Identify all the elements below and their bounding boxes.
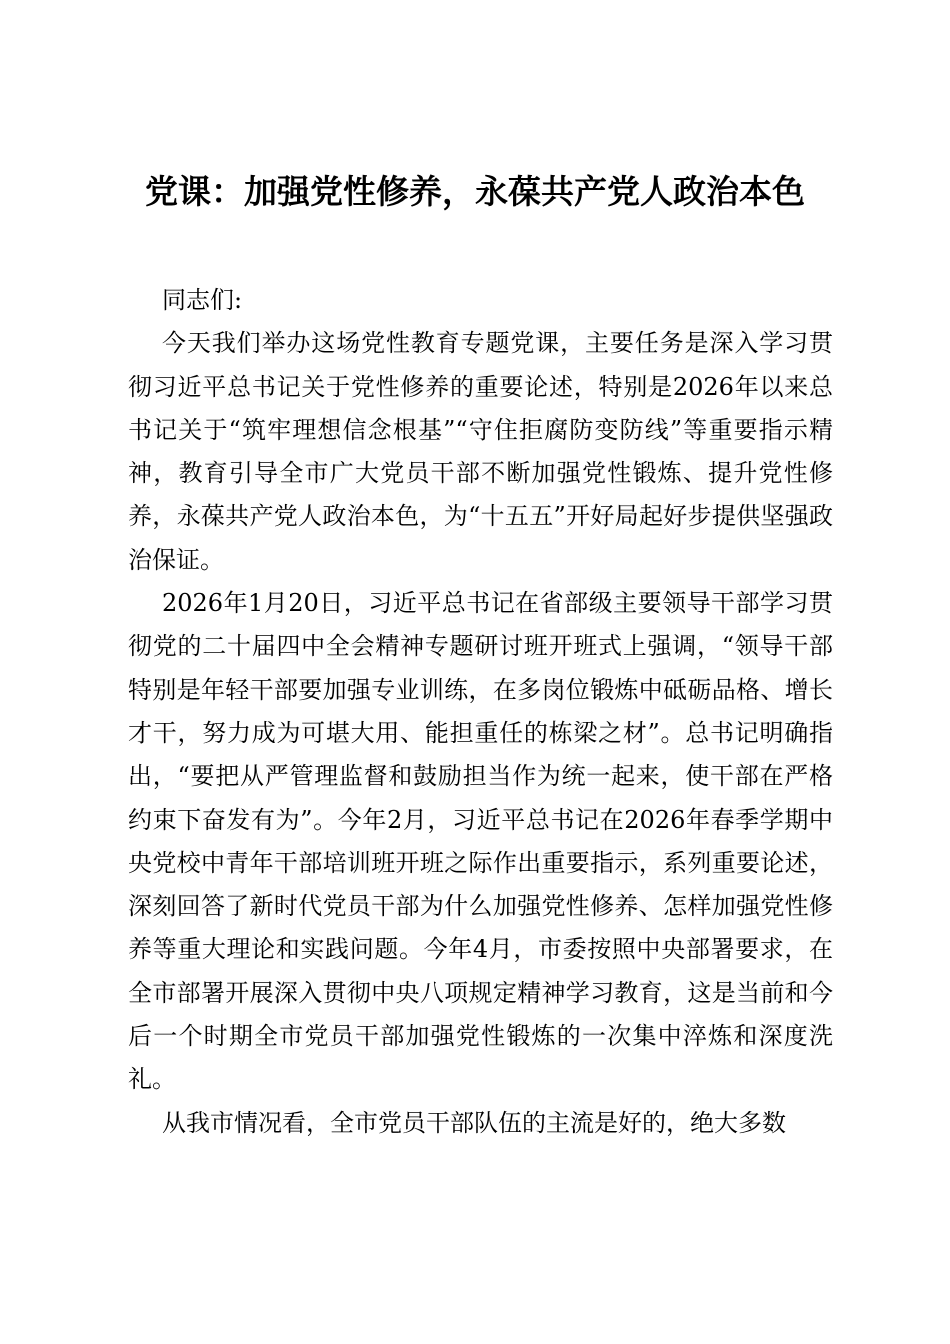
document-body bbox=[128, 279, 833, 1145]
paragraph-intro: 今天我们举办这场党性教育专题党课，主要任务是深入学习贯彻习近平总书记关于党性修养的重要论述，特别是2026年以来总书记关于“筑牢理想信念根基”“守住拒腐防变防线”等重要指示精神，教育引导全市广大党员干部不断加强党性锻炼、提升党性修养，永葆共产党人政治本色，为“十五五”开好局起好步提供坚强政治保证。 bbox=[128, 329, 833, 574]
salutation: 同志们: bbox=[162, 286, 243, 314]
paragraph-situation: 从我市情况看，全市党员干部队伍的主流是好的，绝大多数 bbox=[162, 1108, 786, 1137]
paragraph-background: 2026年1月20日，习近平总书记在省部级主要领导干部学习贯彻党的二十届四中全会精神专题研讨班开班式上强调，“领导干部特别是年轻干部要加强专业训练，在多岗位锻炼中砥砺品格、增长才干，努力成为可堪大用、能担重任的栋梁之材”。总书记明确指出，“要把从严管理监督和鼓励担当作为统一起来，使干部在严格约束下奋发有为”。今年2月，习近平总书记在2026年春季学期中央党校中青年干部培训班开班之际作出重要指示，系列重要论述，深刻回答了新时代党员干部为什么加强党性修养、怎样加强党性修养等重大理论和实践问题。今年4月，市委按照中央部署要求，在全市部署开展深入贯彻中央八项规定精神学习教育，这是当前和今后一个时期全市党员干部加强党性锻炼的一次集中淬炼和深度洗礼。 bbox=[128, 589, 833, 1094]
document-title: 党课：加强党性修养，永葆共产党人政治本色 bbox=[145, 172, 805, 211]
